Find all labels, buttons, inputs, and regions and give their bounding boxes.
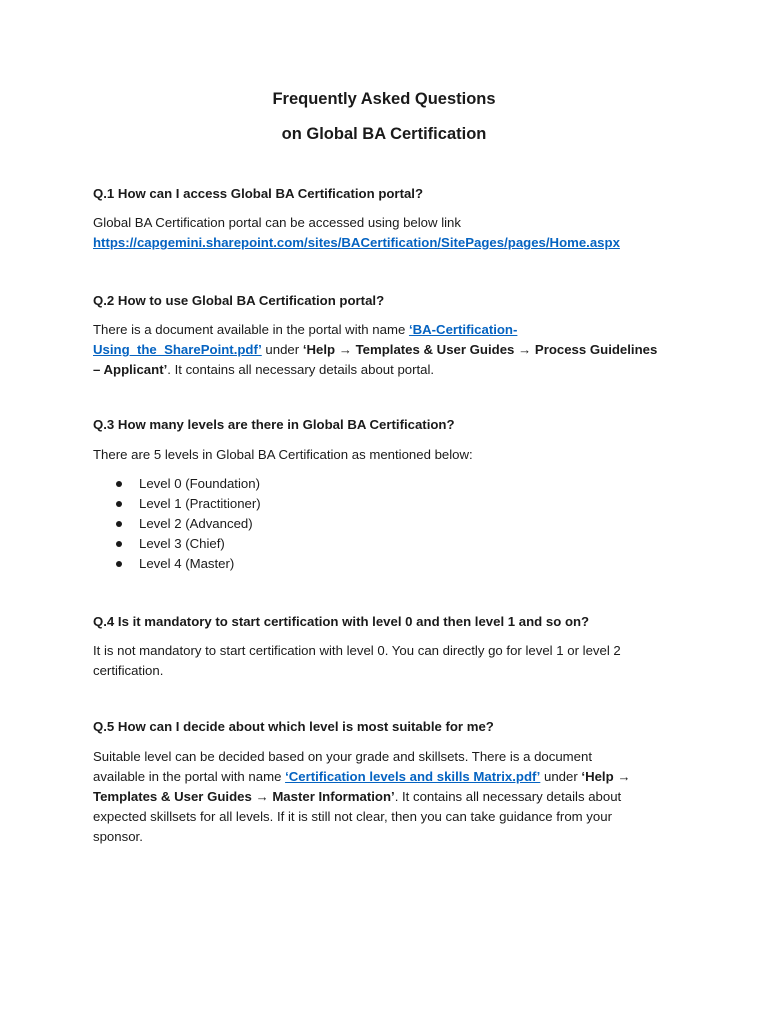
answer-5-line4: expected skillsets for all levels. If it is still not clear, then you can take guidance from your [93, 809, 612, 824]
right-arrow-icon: → [518, 342, 532, 357]
answer-5-line3-suffix: . It contains all necessary details about [394, 789, 622, 804]
page-subtitle: on Global BA Certification [281, 125, 487, 143]
faq-a4 [93, 641, 683, 681]
question-3: Q.3 How many levels are there in Global BA Certification? [93, 417, 455, 432]
answer-5-line2-prefix: available in the portal with name [93, 769, 286, 784]
path-help: ‘Help [581, 769, 618, 784]
bullet-icon [116, 501, 122, 507]
faq-q4 [93, 612, 683, 632]
faq-q1 [93, 184, 683, 204]
levels-list-container [93, 474, 683, 574]
list-item: Level 4 (Master) [93, 554, 683, 574]
path-master: Master Information’ [268, 789, 395, 804]
faq-a3 [93, 445, 683, 465]
bullet-icon [116, 541, 122, 547]
answer-1-text: Global BA Certification portal can be accessed using below link [93, 215, 461, 230]
answer-2-suffix: . It contains all necessary details about portal. [167, 362, 435, 377]
right-arrow-icon: → [338, 342, 352, 357]
right-arrow-icon: → [255, 789, 269, 804]
path-process: Process Guidelines [531, 342, 658, 357]
faq-a1 [93, 213, 683, 253]
cert-levels-matrix-pdf-link[interactable]: ‘Certification levels and skills Matrix.pdf’ [285, 769, 541, 784]
list-item: Level 3 (Chief) [93, 534, 683, 554]
page-title: Frequently Asked Questions [272, 90, 496, 108]
right-arrow-icon: → [617, 769, 631, 784]
ba-cert-sharepoint-pdf-link-cont[interactable]: Using_the_SharePoint.pdf’ [93, 342, 262, 357]
path-templates: Templates & User Guides [93, 789, 256, 804]
answer-2-under: under [261, 342, 303, 357]
portal-home-link[interactable]: https://capgemini.sharepoint.com/sites/BACertification/SitePages/pages/Home.aspx [93, 235, 620, 250]
answer-5-under: under [540, 769, 582, 784]
levels-list [93, 474, 683, 574]
list-item: Level 1 (Practitioner) [93, 494, 683, 514]
faq-q5 [93, 717, 683, 737]
bullet-icon [116, 561, 122, 567]
answer-2-prefix: There is a document available in the portal with name [93, 322, 409, 337]
answer-4-line2: certification. [93, 663, 164, 678]
list-item: Level 0 (Foundation) [93, 474, 683, 494]
path-templates: Templates & User Guides [351, 342, 519, 357]
question-4: Q.4 Is it mandatory to start certification with level 0 and then level 1 and so on? [93, 614, 590, 629]
faq-a2 [93, 320, 683, 380]
ba-cert-sharepoint-pdf-link[interactable]: ‘BA-Certification- [408, 322, 518, 337]
faq-q3 [93, 415, 683, 435]
list-item: Level 2 (Advanced) [93, 514, 683, 534]
bullet-icon [116, 521, 122, 527]
faq-q2 [93, 291, 683, 311]
answer-5-line5: sponsor. [93, 829, 143, 844]
question-2: Q.2 How to use Global BA Certification portal? [93, 293, 385, 308]
answer-3-text: There are 5 levels in Global BA Certification as mentioned below: [93, 447, 473, 462]
bullet-icon [116, 481, 122, 487]
question-5: Q.5 How can I decide about which level is most suitable for me? [93, 719, 494, 734]
path-applicant: – Applicant’ [93, 362, 168, 377]
answer-5-line1: Suitable level can be decided based on your grade and skillsets. There is a document [93, 749, 592, 764]
faq-a5 [93, 747, 683, 847]
answer-4-line1: It is not mandatory to start certification with level 0. You can directly go for level 1 or level 2 [93, 643, 621, 658]
question-1: Q.1 How can I access Global BA Certification portal? [93, 186, 424, 201]
path-help: ‘Help [302, 342, 339, 357]
